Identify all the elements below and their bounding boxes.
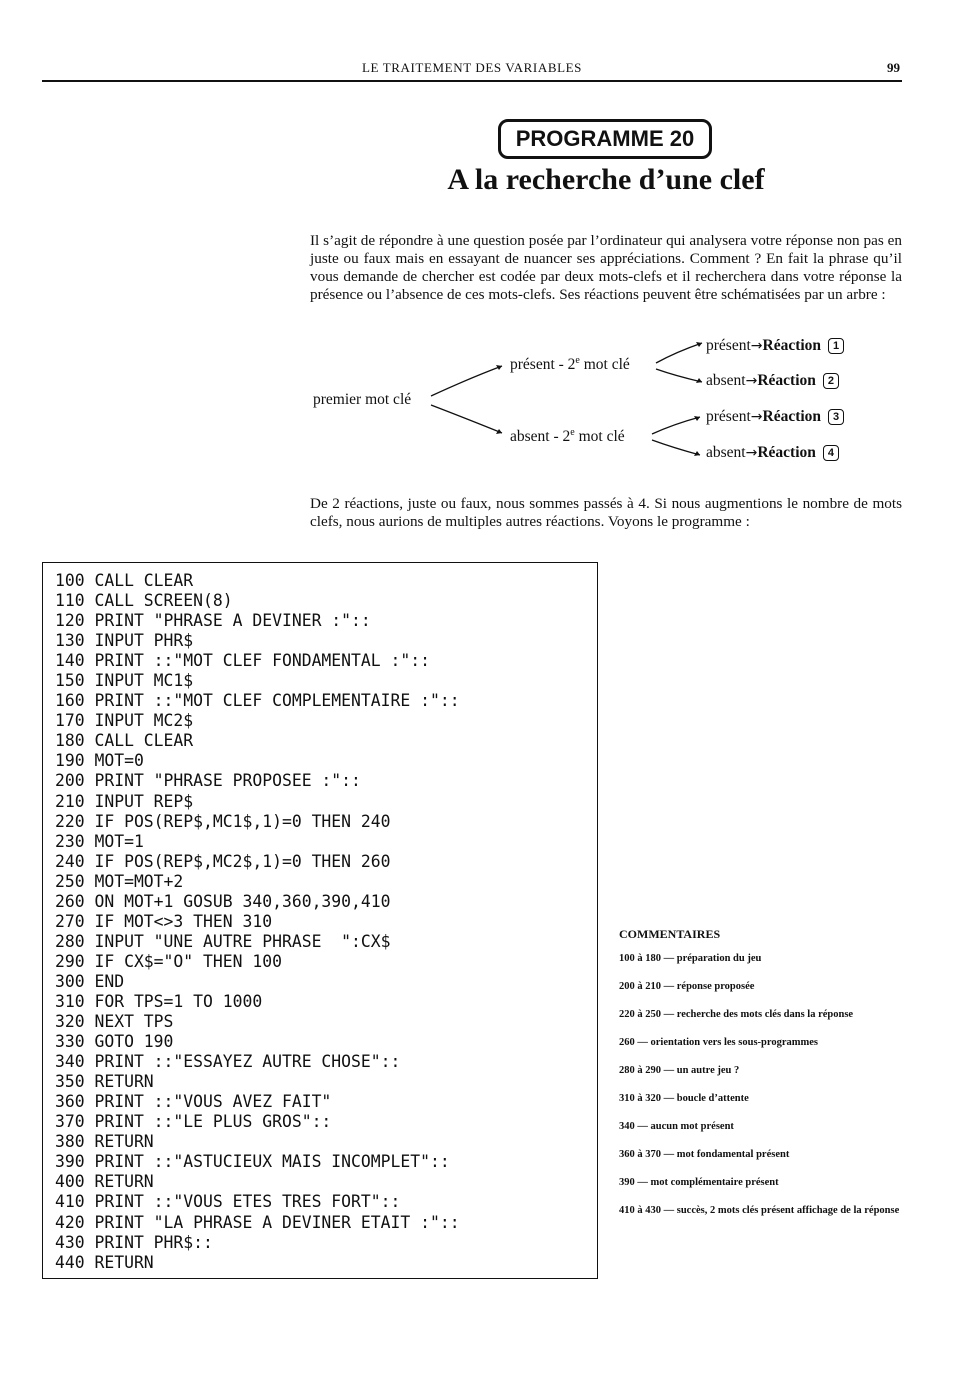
comment-item: 280 à 290 — un autre jeu ? (619, 1065, 740, 1076)
code-line: 370 PRINT ::"LE PLUS GROS":: (55, 1112, 332, 1132)
code-line: 260 ON MOT+1 GOSUB 340,360,390,410 (55, 891, 391, 911)
tree-line-b2-leaf3 (652, 417, 700, 434)
tree-leaf-1: présent→Réaction 1 (706, 337, 844, 355)
reaction-number-badge: 3 (828, 409, 844, 425)
page-number: 99 (887, 60, 900, 75)
comment-item: 100 à 180 — préparation du jeu (619, 953, 762, 964)
arrow-right-icon: → (750, 338, 763, 354)
code-line: 380 RETURN (55, 1132, 154, 1152)
code-line: 420 PRINT "LA PHRASE A DEVINER ETAIT :":: (55, 1212, 460, 1232)
code-line: 230 MOT=1 (55, 831, 144, 851)
code-line: 190 MOT=0 (55, 751, 144, 771)
tree-arrowhead-1 (496, 365, 502, 370)
program-badge: PROGRAMME 20 (498, 119, 712, 159)
tree-line-b1-leaf1 (656, 343, 702, 363)
tree-line-b2-leaf4 (652, 440, 700, 455)
tree-leaf-3: présent→Réaction 3 (706, 408, 844, 426)
code-line: 180 CALL CLEAR (55, 731, 194, 751)
tree-arrowhead-5 (694, 416, 700, 421)
code-line: 430 PRINT PHR$:: (55, 1232, 213, 1252)
code-listing-box (42, 562, 598, 1279)
reaction-number-badge: 1 (828, 338, 844, 354)
comment-item: 390 — mot complémentaire présent (619, 1177, 779, 1188)
code-line: 240 IF POS(REP$,MC2$,1)=0 THEN 260 (55, 851, 391, 871)
tree-line-b1-leaf2 (656, 369, 702, 382)
running-header (42, 58, 902, 82)
tree-arrowhead-2 (496, 429, 502, 434)
code-line: 300 END (55, 971, 125, 991)
code-line: 250 MOT=MOT+2 (55, 871, 184, 891)
code-line: 210 INPUT REP$ (55, 791, 194, 811)
code-line: 220 IF POS(REP$,MC1$,1)=0 THEN 240 (55, 811, 391, 831)
code-line: 130 INPUT PHR$ (55, 631, 194, 651)
tree-leaf-2: absent→Réaction 2 (706, 372, 839, 390)
comment-item: 200 à 210 — réponse proposée (619, 981, 755, 992)
code-line: 390 PRINT ::"ASTUCIEUX MAIS INCOMPLET":: (55, 1152, 450, 1172)
arrow-right-icon: → (745, 445, 758, 461)
program-title: A la recherche d’une clef (447, 163, 765, 196)
arrow-right-icon: → (750, 409, 763, 425)
tree-root-label: premier mot clé (313, 391, 412, 408)
intro-paragraph: Il s’agit de répondre à une question posée par l’ordinateur qui analysera votre réponse non pas en juste ou faux mais en essayant de nuancer ses appréciations. Comment ? En fait la phrase qu’il vous demande de chercher est codée par deux mots-clefs et il recherchera dans votre réponse la présence ou l’absence de ces mots-clefs. Ses réactions peuvent être schématisées par un arbre : (310, 232, 902, 303)
code-listing (43, 563, 597, 1273)
tree-arrowhead-6 (694, 451, 700, 456)
code-line: 140 PRINT ::"MOT CLEF FONDAMENTAL :":: (55, 651, 430, 671)
comment-item: 340 — aucun mot présent (619, 1121, 734, 1132)
tree-leaf-4: absent→Réaction 4 (706, 444, 839, 462)
code-line: 160 PRINT ::"MOT CLEF COMPLEMENTAIRE :":: (55, 691, 460, 711)
tree-branch-absent: absent - 2e mot clé (510, 427, 625, 446)
comment-item: 410 à 430 — succès, 2 mots clés présent affichage de la réponse (619, 1205, 900, 1216)
code-line: 440 RETURN (55, 1252, 154, 1272)
code-line: 360 PRINT ::"VOUS AVEZ FAIT" (55, 1092, 332, 1112)
tree-line-root-absent (431, 405, 502, 433)
code-line: 200 PRINT "PHRASE PROPOSEE :":: (55, 771, 361, 791)
code-line: 400 RETURN (55, 1172, 154, 1192)
tree-arrowhead-4 (696, 378, 702, 383)
tree-branch-present: présent - 2e mot clé (510, 355, 630, 374)
comment-item: 360 à 370 — mot fondamental présent (619, 1149, 790, 1160)
arrow-right-icon: → (745, 373, 758, 389)
code-line: 310 FOR TPS=1 TO 1000 (55, 991, 263, 1011)
comment-item: 220 à 250 — recherche des mots clés dans la réponse (619, 1009, 854, 1020)
code-line: 410 PRINT ::"VOUS ETES TRES FORT":: (55, 1192, 401, 1212)
code-line: 340 PRINT ::"ESSAYEZ AUTRE CHOSE":: (55, 1052, 401, 1072)
reaction-number-badge: 4 (823, 445, 839, 461)
reaction-number-badge: 2 (823, 373, 839, 389)
follow-paragraph: De 2 réactions, juste ou faux, nous sommes passés à 4. Si nous augmentions le nombre de mots clefs, nous aurions de multiples autres réactions. Voyons le programme : (310, 495, 902, 530)
code-line: 150 INPUT MC1$ (55, 671, 194, 691)
comments-list (619, 952, 904, 1232)
code-line: 120 PRINT "PHRASE A DEVINER :":: (55, 611, 371, 631)
code-line: 280 INPUT "UNE AUTRE PHRASE ":CX$ (55, 931, 391, 951)
code-line: 290 IF CX$="O" THEN 100 (55, 951, 282, 971)
tree-line-root-present (431, 366, 502, 396)
comment-item: 260 — orientation vers les sous-programmes (619, 1037, 818, 1048)
running-title: LE TRAITEMENT DES VARIABLES (362, 60, 582, 75)
code-line: 170 INPUT MC2$ (55, 711, 194, 731)
tree-arrowhead-3 (696, 342, 702, 347)
comments-title: COMMENTAIRES (619, 927, 721, 941)
comment-item: 310 à 320 — boucle d’attente (619, 1093, 749, 1104)
code-line: 100 CALL CLEAR (55, 571, 194, 590)
code-line: 350 RETURN (55, 1072, 154, 1092)
code-line: 320 NEXT TPS (55, 1012, 174, 1032)
code-line: 330 GOTO 190 (55, 1032, 174, 1052)
code-line: 270 IF MOT<>3 THEN 310 (55, 911, 273, 931)
code-line: 110 CALL SCREEN(8) (55, 591, 233, 611)
